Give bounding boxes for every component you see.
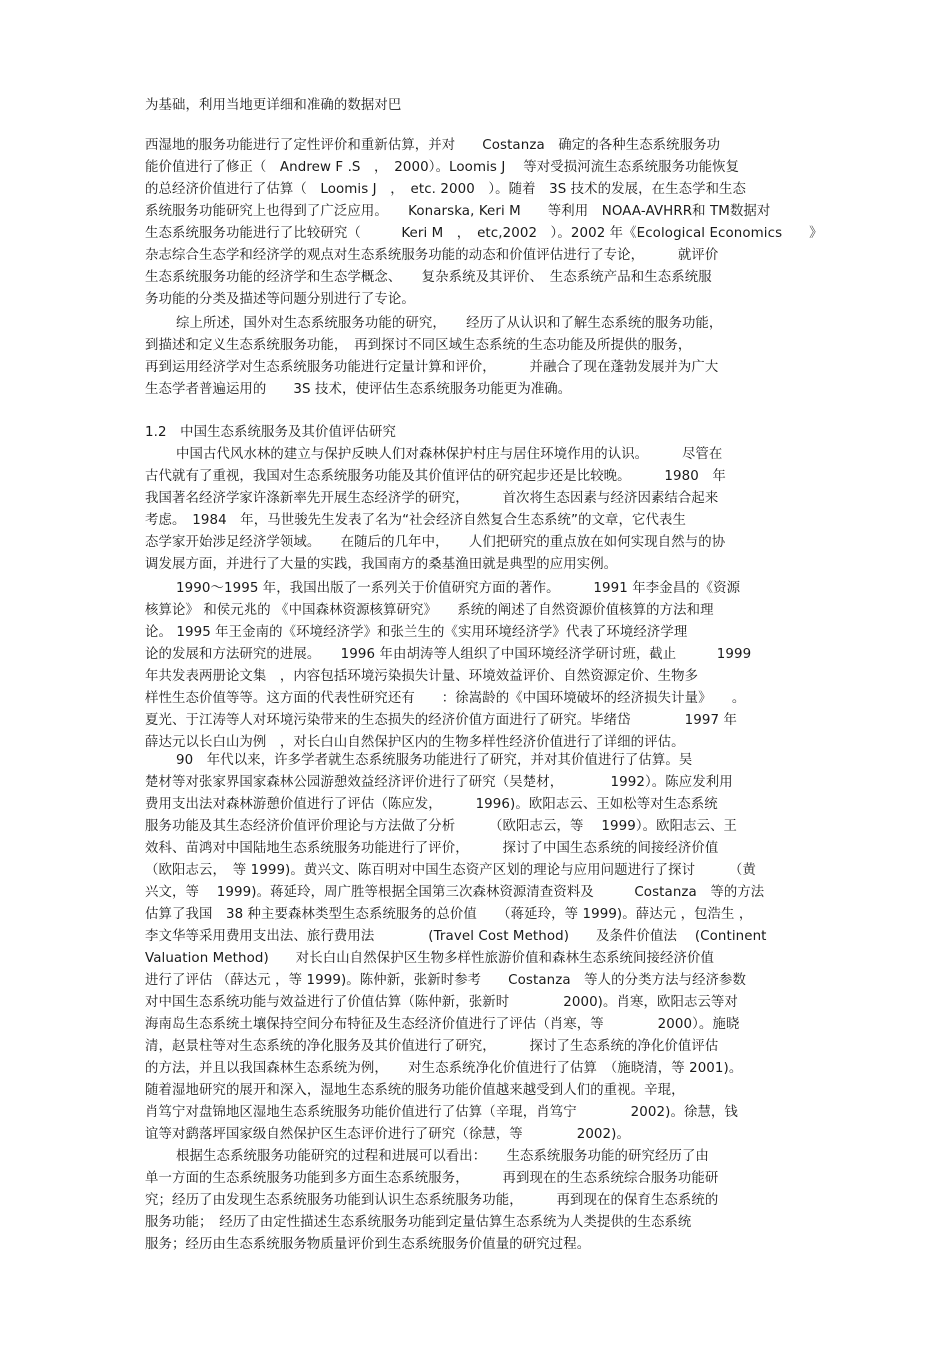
text-line: 海南岛生态系统土壤保持空间分布特征及生态经济价值进行了评估（肖寒，等 2000）。施晓 (145, 1017, 740, 1032)
text-line: 再到运用经济学对生态系统服务功能进行定量计算和评价， 并融合了现在蓬勃发展并为广大 (145, 360, 719, 375)
text-line: 究；经历了由发现生态系统服务功能到认识生态系统服务功能， 再到现在的保育生态系统的 (145, 1193, 719, 1208)
text-line: 夏光、于江涛等人对环境污染带来的生态损失的经济价值方面进行了研究。毕绪岱 1997 年 (145, 713, 737, 728)
text-line: 考虑。 1984 年，马世骏先生发表了名为“社会经济自然复合生态系统”的文章，它代表生 (145, 513, 687, 528)
text-line: 服务；经历由生态系统服务物质量评价到生态系统服务价值量的研究过程。 (145, 1237, 591, 1252)
text-line: 90 年代以来，许多学者就生态系统服务功能进行了研究，并对其价值进行了估算。吴 (176, 753, 693, 768)
text-line: 对中国生态系统功能与效益进行了价值估算（陈仲新，张新时 2000)。肖寒，欧阳志云等对 (145, 995, 738, 1010)
text-line: Valuation Method) 对长白山自然保护区生物多样性旅游价值和森林生态系统间接经济价值 (145, 951, 714, 966)
text-line: 西湿地的服务功能进行了定性评价和重新估算，并对 Costanza 确定的各种生态系统服务功 (145, 138, 721, 153)
text-line: 根据生态系统服务功能研究的过程和进展可以看出： 生态系统服务功能的研究经历了由 (176, 1149, 709, 1164)
text-line: 为基础，利用当地更详细和准确的数据对巴 (145, 98, 402, 113)
text-line: （欧阳志云， 等 1999)。黄兴文、陈百明对中国生态资产区划的理论与应用问题进行了探讨 （黄 (145, 863, 756, 878)
text-line: 楚材等对张家界国家森林公园游憩效益经济评价进行了研究（吴楚材， 1992）。陈应发利用 (145, 775, 733, 790)
text-line: 年共发表两册论文集 ，内容包括环境污染损失计量、环境效益评价、自然资源定价、生物多 (145, 669, 699, 684)
text-line: 务功能的分类及描述等问题分别进行了专论。 (145, 292, 415, 307)
text-line: 服务功能； 经历了由定性描述生态系统服务功能到定量估算生态系统为人类提供的生态系统 (145, 1215, 692, 1230)
text-line: 清，赵景柱等对生态系统的净化服务及其价值进行了研究， 探讨了生态系统的净化价值评估 (145, 1039, 719, 1054)
text-line: 调发展方面，并进行了大量的实践，我国南方的桑基渔田就是典型的应用实例。 (145, 557, 618, 572)
text-line: 随着湿地研究的展开和深入，湿地生态系统的服务功能价值越来越受到人们的重视。辛琨， (145, 1083, 685, 1098)
text-line: 生态系统服务功能的经济学和生态学概念、 复杂系统及其评价、 生态系统产品和生态系统服 (145, 270, 712, 285)
text-line: 样性生态价值等等。这方面的代表性研究还有 ：徐嵩龄的《中国环境破坏的经济损失计量》 。 (145, 691, 746, 706)
text-line: 的总经济价值进行了估算（ Loomis J ， etc. 2000 ）。随着 3S 技术的发展，在生态学和生态 (145, 182, 747, 197)
text-line: 谊等对鹞落坪国家级自然保护区生态评价进行了研究（徐慧，等 2002)。 (145, 1127, 630, 1142)
text-line: 1990～1995 年，我国出版了一系列关于价值研究方面的著作。 1991 年李金昌的《资源 (176, 581, 741, 596)
text-line: 李文华等采用费用支出法、旅行费用法 (Travel Cost Method) 及条件价值法 (Continent (145, 929, 767, 944)
text-line: 生态系统服务功能进行了比较研究（ Keri M ， etc,2002 ）。2002 年《Ecological Economics 》 (145, 226, 823, 241)
text-line: 论的发展和方法研究的进展。 1996 年由胡涛等人组织了中国环境经济学研讨班，截止 1999 (145, 647, 752, 662)
text-line: 核算论》 和侯元兆的 《中国森林资源核算研究》 系统的阐述了自然资源价值核算的方法和理 (145, 603, 714, 618)
text-line: 态学家开始涉足经济学领域。 在随后的几年中， 人们把研究的重点放在如何实现自然与的协 (145, 535, 726, 550)
text-line: 系统服务功能研究上也得到了广泛应用。 Konarska, Keri M 等利用 NOAA-AVHRR和 TM数据对 (145, 204, 771, 219)
text-line: 到描述和定义生态系统服务功能， 再到探讨不同区域生态系统的生态功能及所提供的服务， (145, 338, 692, 353)
text-line: 能价值进行了修正（ Andrew F .S ， 2000）。Loomis J 等对受损河流生态系统服务功能恢复 (145, 160, 740, 175)
text-line: 肖笃宁对盘锦地区湿地生态系统服务功能价值进行了估算（辛琨，肖笃宁 2002)。徐慧，钱 (145, 1105, 738, 1120)
text-line: 兴文，等 1999)。蒋延玲，周广胜等根据全国第三次森林资源清查资料及 Costanza 等的方法 (145, 885, 765, 900)
text-line: 费用支出法对森林游憩价值进行了评估（陈应发， 1996)。欧阳志云、王如松等对生态系统 (145, 797, 718, 812)
text-line: 生态学者普遍运用的 3S 技术，使评估生态系统服务功能更为准确。 (145, 382, 572, 397)
text-line: 我国著名经济学家许涤新率先开展生态经济学的研究， 首次将生态因素与经济因素结合起来 (145, 491, 719, 506)
text-line: 服务功能及其生态经济价值评价理论与方法做了分析 （欧阳志云，等 1999）。欧阳志云、王 (145, 819, 738, 834)
text-line: 薛达元以长白山为例 ，对长白山自然保护区内的生物多样性经济价值进行了详细的评估。 (145, 735, 685, 750)
text-line: 单一方面的生态系统服务功能到多方面生态系统服务， 再到现在的生态系统综合服务功能研 (145, 1171, 719, 1186)
text-line: 估算了我国 38 种主要森林类型生态系统服务的总价值 （蒋延玲，等 1999)。薛达元 ，包浩生 ， (145, 907, 753, 922)
text-line: 效科、苗鸿对中国陆地生态系统服务功能进行了评价， 探讨了中国生态系统的间接经济价值 (145, 841, 719, 856)
text-line: 综上所述，国外对生态系统服务功能的研究， 经历了从认识和了解生态系统的服务功能， (176, 316, 723, 331)
text-line: 杂志综合生态学和经济学的观点对生态系统服务功能的动态和价值评估进行了专论， 就评价 (145, 248, 719, 263)
text-line: 古代就有了重视，我国对生态系统服务功能及其价值评估的研究起步还是比较晚。 1980 年 (145, 469, 726, 484)
text-line: 论。 1995 年王金南的《环境经济学》和张兰生的《实用环境经济学》代表了环境经济学理 (145, 625, 688, 640)
text-line: 中国古代风水林的建立与保护反映人们对森林保护村庄与居住环境作用的认识。 尽管在 (176, 447, 723, 462)
text-line: 进行了评估 （薛达元 ，等 1999)。陈仲新，张新时参考 Costanza 等人的分类方法与经济参数 (145, 973, 747, 988)
section-heading: 1.2 中国生态系统服务及其价值评估研究 (145, 425, 396, 440)
text-line: 的方法，并且以我国森林生态系统为例， 对生态系统净化价值进行了估算 （施晓清，等 2001)。 (145, 1061, 743, 1076)
